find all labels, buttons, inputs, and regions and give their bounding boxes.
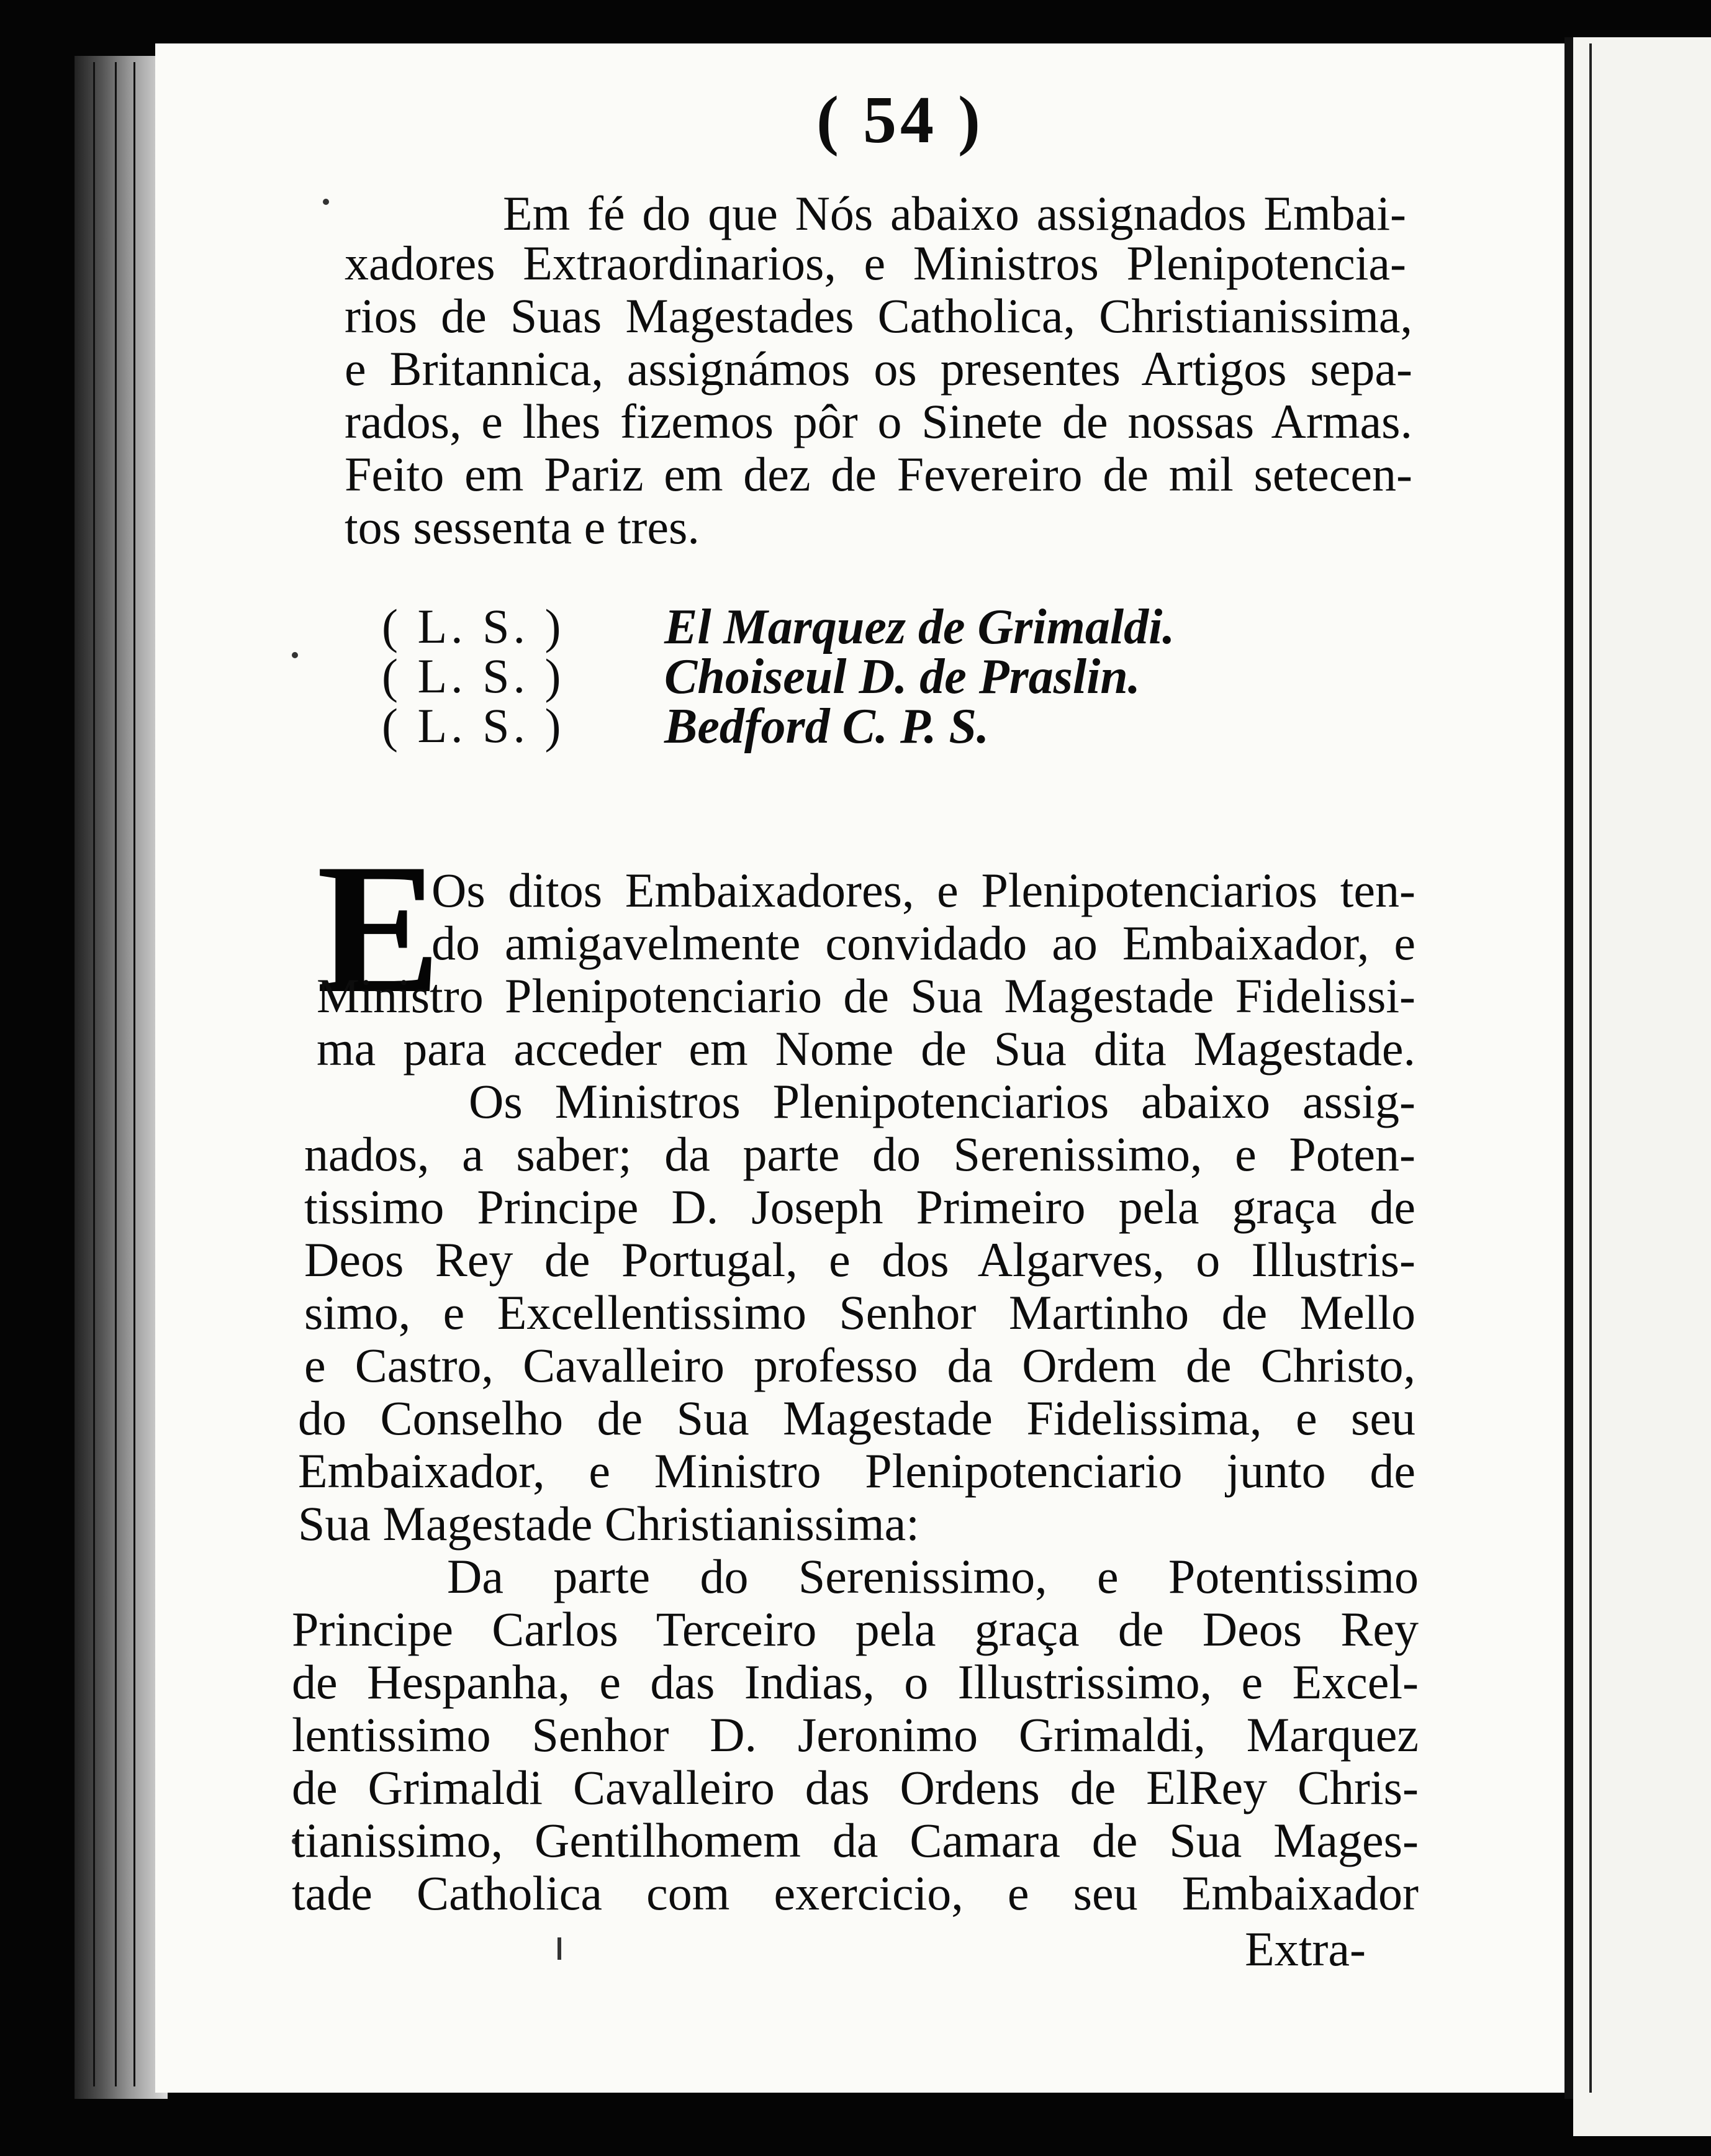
text-line: Ministro Plenipotenciario de Sua Magestade Fidelissi- xyxy=(317,969,1415,1023)
text-line: ma para acceder em Nome de Sua dita Magestade. xyxy=(317,1021,1415,1076)
text-line: nados, a saber; da parte do Serenissimo, e Poten- xyxy=(304,1127,1415,1181)
text-line: rios de Suas Magestades Catholica, Christianissima, xyxy=(345,289,1412,343)
page-gutter xyxy=(1564,37,1573,2099)
signatory-name: El Marquez de Grimaldi. xyxy=(664,600,1175,654)
text-line: do amigavelmente convidado ao Embaixador, e xyxy=(431,916,1415,970)
text-line: tos sessenta e tres. xyxy=(345,500,700,554)
binding-edge-line xyxy=(115,62,117,2086)
text-line: lentissimo Senhor D. Jeronimo Grimaldi, Marquez xyxy=(292,1708,1419,1762)
catchword: Extra- xyxy=(1245,1922,1366,1976)
text-line: Feito em Pariz em dez de Fevereiro de mil setecen- xyxy=(345,447,1412,501)
text-line: e Castro, Cavalleiro professo da Ordem de Christo, xyxy=(304,1338,1415,1392)
text-line: rados, e lhes fizemos pôr o Sinete de nossas Armas. xyxy=(345,394,1412,448)
margin-mark xyxy=(323,199,329,205)
text-line: simo, e Excellentissimo Senhor Martinho de Mello xyxy=(304,1285,1415,1339)
text-line: tissimo Principe D. Joseph Primeiro pela graça de xyxy=(304,1180,1415,1234)
text-line: do Conselho de Sua Magestade Fidelissima, e seu xyxy=(298,1391,1415,1445)
page-number: ( 54 ) xyxy=(816,83,984,157)
text-line: xadores Extraordinarios, e Ministros Plenipotencia- xyxy=(345,236,1406,290)
text-line: tade Catholica com exercicio, e seu Embaixador xyxy=(292,1866,1419,1920)
text-line: Em fé do que Nós abaixo assignados Embai- xyxy=(503,186,1406,240)
text-line: Embaixador, e Ministro Plenipotenciario junto de xyxy=(298,1444,1415,1498)
signatory-name: Choiseul D. de Praslin. xyxy=(664,650,1140,704)
signatory-name: Bedford C. P. S. xyxy=(664,699,990,754)
text-line: tianissimo, Gentilhomem da Camara de Sua Mages- xyxy=(292,1813,1419,1867)
binding-edge-line xyxy=(133,62,135,2086)
text-line: Sua Magestade Christianissima: xyxy=(298,1497,919,1551)
facing-page-edge xyxy=(1589,43,1592,2093)
binding-edge-line xyxy=(93,62,95,2086)
text-line: Principe Carlos Terceiro pela graça de Deos Rey xyxy=(292,1602,1419,1656)
text-line: de Grimaldi Cavalleiro das Ordens de ElRey Chris- xyxy=(292,1760,1419,1814)
margin-mark xyxy=(292,652,298,658)
facing-page xyxy=(1573,37,1711,2136)
seal-label: ( L. S. ) xyxy=(382,649,565,703)
book-binding xyxy=(74,56,168,2099)
seal-label: ( L. S. ) xyxy=(382,699,565,753)
text-line: Deos Rey de Portugal, e dos Algarves, o Illustris- xyxy=(304,1233,1415,1287)
margin-mark xyxy=(558,1937,561,1960)
seal-label: ( L. S. ) xyxy=(382,599,565,653)
text-line: e Britannica, assignámos os presentes Artigos sepa- xyxy=(345,342,1412,396)
text-line: Os ditos Embaixadores, e Plenipotenciarios ten- xyxy=(431,863,1415,917)
text-line: Os Ministros Plenipotenciarios abaixo assig- xyxy=(469,1074,1415,1128)
text-line: Da parte do Serenissimo, e Potentissimo xyxy=(447,1549,1419,1603)
text-line: de Hespanha, e das Indias, o Illustrissimo, e Excel- xyxy=(292,1655,1419,1709)
drop-cap: E xyxy=(317,825,441,1031)
